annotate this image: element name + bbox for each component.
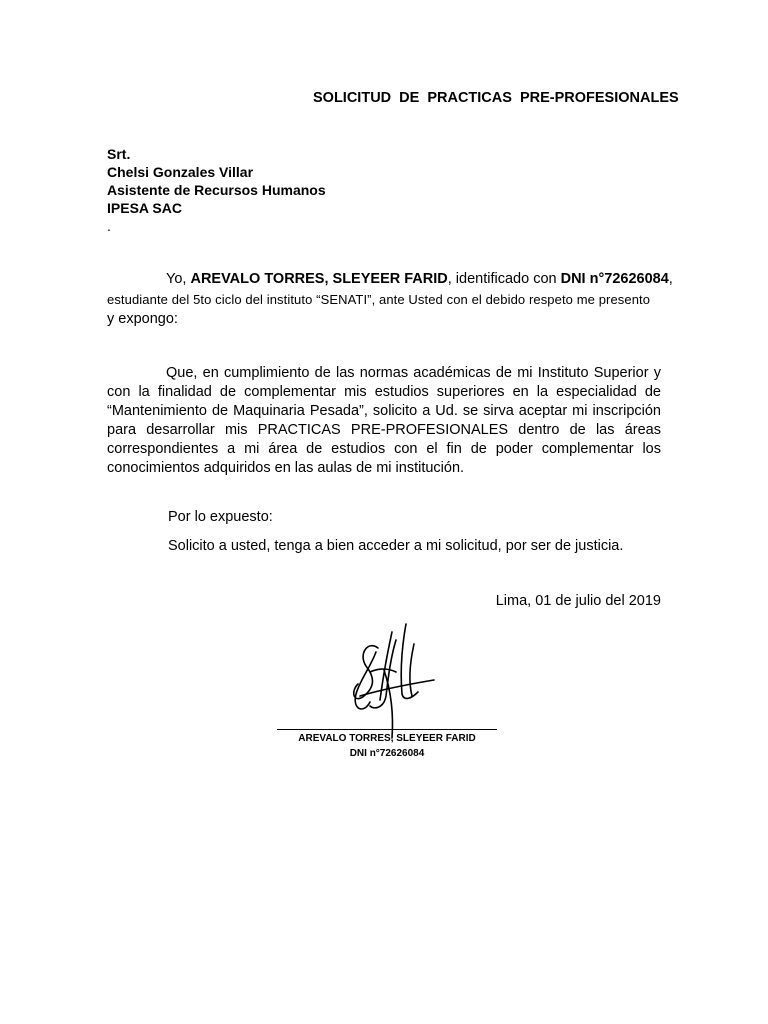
identificado-text: , identificado con [447,271,561,287]
paragraph1-line1 [166,271,673,287]
yo-text: Yo, [166,271,191,287]
paragraph1-line2: estudiante del 5to ciclo del instituto “SENATI”, ante Usted con el debido respeto me presento [107,292,651,307]
recipient-dot: . [107,218,111,234]
paragraph2: Que, en cumplimiento de las normas académicas de mi Instituto Superior y con la finalidad de complementar mis estudios superiores en la especialidad de “Mantenimiento de Maquinaria Pesada”, solicito a Ud. se sirva aceptar mi inscripción para desarrollar mis PRACTICAS PRE-PROFESIONALES dentro de las áreas correspondientes a mi área de estudios con el fin de poder complementar los conocimientos adquiridos en las aulas de mi institución. [107,365,661,476]
recipient-company: IPESA SAC [107,200,182,216]
signature-dni: DNI n°72626084 [349,748,425,759]
document-title: SOLICITUD DE PRACTICAS PRE-PROFESIONALES [313,90,679,106]
signature-line [277,729,497,730]
dni-label: DNI n°72626084 [560,271,669,287]
student-name: AREVALO TORRES, SLEYEER FARID [190,271,448,287]
date-line: Lima, 01 de julio del 2019 [495,593,661,609]
handwritten-signature [330,610,440,740]
recipient-name: Chelsi Gonzales Villar [107,164,254,180]
closing-line2: Solicito a usted, tenga a bien acceder a mi solicitud, por ser de justicia. [168,538,624,554]
closing-line1: Por lo expuesto: [168,509,273,525]
paragraph1-line3: y expongo: [107,311,178,327]
signature-name: AREVALO TORRES, SLEYEER FARID [298,733,476,744]
recipient-position: Asistente de Recursos Humanos [107,182,326,198]
recipient-salutation: Srt. [107,146,131,162]
comma-text: , [668,271,673,287]
